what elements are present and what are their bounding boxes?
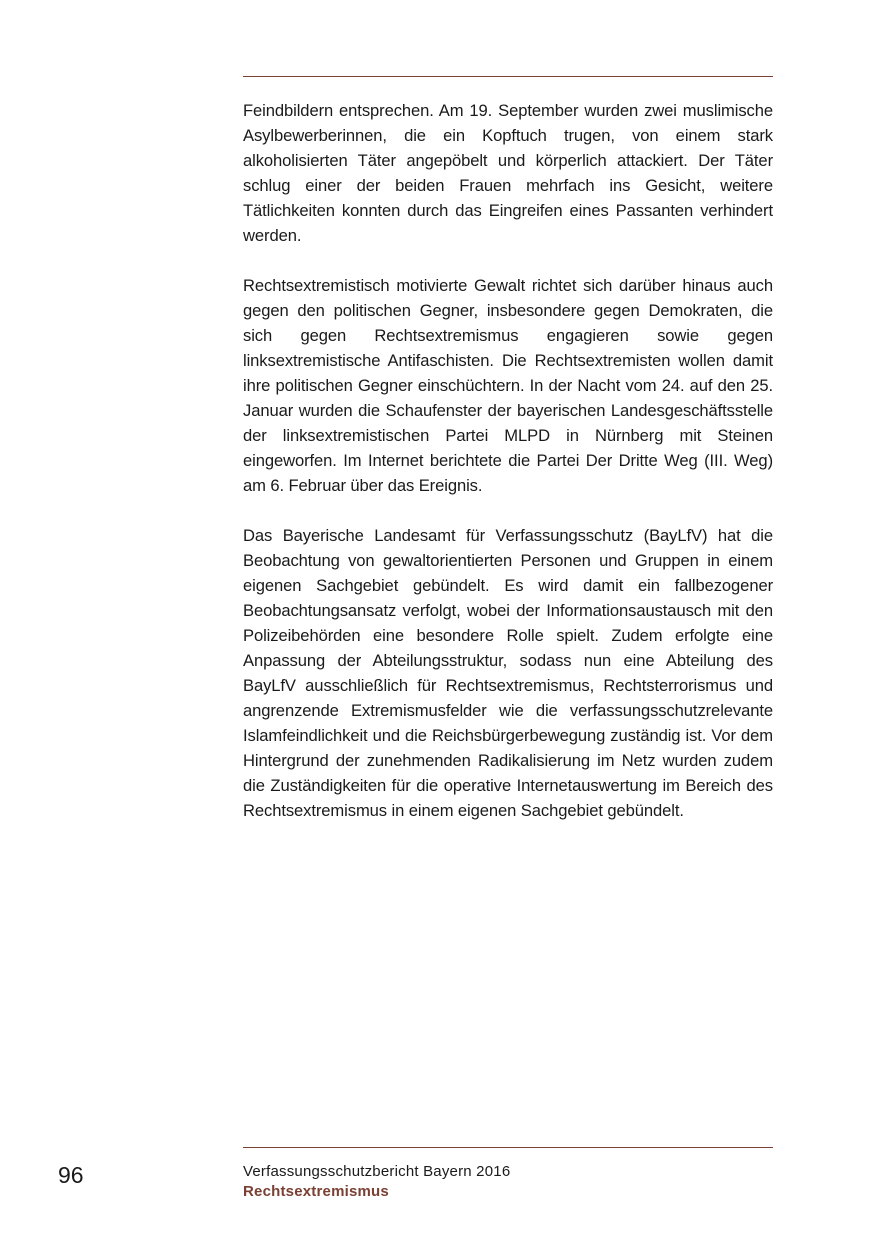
paragraph-2: Rechtsextremistisch motivierte Gewalt richtet sich darüber hinaus auch gegen den politischen Gegner, insbesondere gegen Demokraten, die sich gegen Rechtsextremismus engagieren sowie gegen linksextremistische Antifaschisten. Die Rechtsextremisten wollen damit ihre politischen Gegner einschüchtern. In der Nacht vom 24. auf den 25. Januar wurden die Schaufenster der bayerischen Landesgeschäftsstelle der linksextremistischen Partei MLPD in Nürnberg mit Steinen eingeworfen. Im Internet berichtete die Partei Der Dritte Weg (III. Weg) am 6. Februar über das Ereignis.	[243, 276, 773, 495]
footer-rule	[243, 1147, 773, 1148]
publication-title: Verfassungsschutzbericht Bayern 2016	[243, 1163, 511, 1180]
footer	[243, 1162, 773, 1202]
body-text	[243, 98, 773, 848]
header-rule	[243, 76, 773, 77]
paragraph-1: Feindbildern entsprechen. Am 19. September wurden zwei muslimische Asylbewerberinnen, die ein Kopftuch trugen, von einem stark alkoholisierten Täter angepöbelt und körperlich attackiert. Der Täter schlug einer der beiden Frauen mehrfach ins Gesicht, weitere Tätlichkeiten konnten durch das Eingreifen eines Passanten verhindert werden.	[243, 101, 773, 245]
page-number: 96	[58, 1162, 84, 1188]
paragraph-3: Das Bayerische Landesamt für Verfassungsschutz (BayLfV) hat die Beobachtung von gewaltorientierten Personen und Gruppen in einem eigenen Sachgebiet gebündelt. Es wird damit ein fallbezogener Beobachtungsansatz verfolgt, wobei der Informationsaustausch mit den Polizeibehörden eine besondere Rolle spielt. Zudem erfolgte eine Anpassung der Abteilungsstruktur, sodass nun eine Abteilung des BayLfV ausschließlich für Rechtsextremismus, Rechtsterrorismus und angrenzende Extremismusfelder wie die verfassungsschutzrelevante Islamfeindlichkeit und die Reichsbürgerbewegung zuständig ist. Vor dem Hintergrund der zunehmenden Radikalisierung im Netz wurden zudem die Zuständigkeiten für die operative Internetauswertung im Bereich des Rechtsextremismus in einem eigenen Sachgebiet gebündelt.	[243, 526, 773, 820]
section-title: Rechtsextremismus	[243, 1183, 389, 1200]
